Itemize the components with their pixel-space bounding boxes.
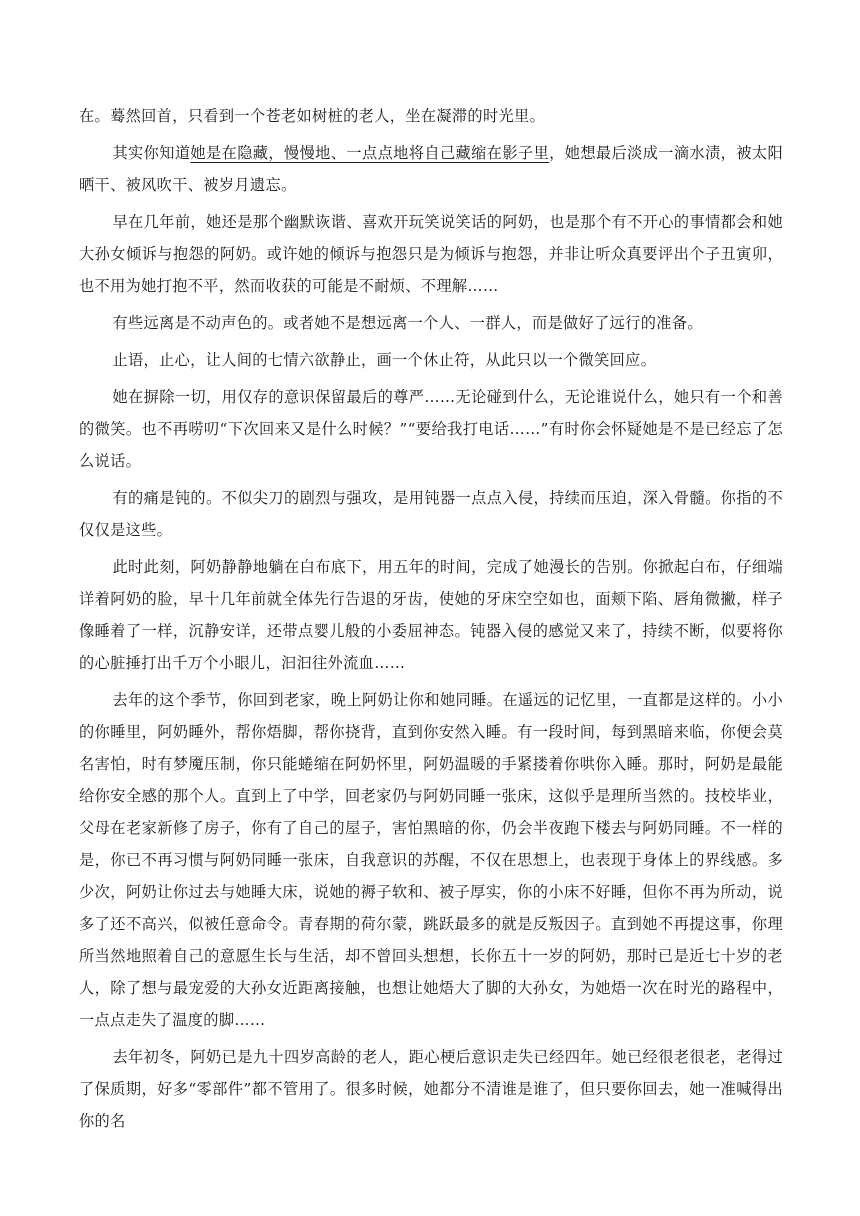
paragraph (79, 307, 783, 339)
text-run: 在。蓦然回首，只看到一个苍老如树桩的老人，坐在凝滞的时光里。 (79, 107, 546, 125)
paragraph (79, 684, 783, 1036)
text-run: 早在几年前，她还是那个幽默诙谐、喜欢开玩笑说笑话的阿奶，也是那个有不开心的事情都会和她大孙女倾诉与抱怨的阿奶。或许她的倾诉与抱怨只是为倾诉与抱怨，并非让听众真要评出个子丑寅卯，也不用为她打抱不平，然而收获的可能是不耐烦、不理解…… (79, 213, 783, 295)
text-run: ，她想最后淡成一滴水渍，被太阳晒干、被风吹干、被岁月遗忘。 (79, 144, 784, 194)
text-run: 其实你知道 (112, 144, 191, 162)
text-run: 去年的这个季节，你回到老家，晚上阿奶让你和她同睡。在遥远的记忆里，一直都是这样的。小小的你睡里，阿奶睡外，帮你焐脚，帮你挠背，直到你安然入睡。有一段时间，每到黑暗来临，你便会莫名害怕，时有梦魇压制，你只能蜷缩在阿奶怀里，阿奶温暖的手紧搂着你哄你入睡。那时，阿奶是最能给你安全感的那个人。直到上了中学，回老家仍与阿奶同睡一张床，这似乎是理所当然的。技校毕业，父母在老家新修了房子，你有了自己的屋子，害怕黑暗的你，仍会半夜跑下楼去与阿奶同睡。不一样的是，你已不再习惯与阿奶同睡一张床，自我意识的苏醒，不仅在思想上，也表现于身体上的界线感。多少次，阿奶让你过去与她睡大床，说她的褥子软和、被子厚实，你的小床不好睡，但你不再为所动，说多了还不高兴，似被任意命令。青春期的荷尔蒙，跳跃最多的就是反叛因子。直到她不再提这事，你理所当然地照着自己的意愿生长与生活，却不曾回头想想，长你五十一岁的阿奶，那时已是近七十岁的老人，除了想与最宠爱的大孙女近距离接触，也想让她焐大了脚的大孙女，为她焐一次在时光的路程中，一点点走失了温度的脚…… (79, 691, 783, 1029)
text-run: 此时此刻，阿奶静静地躺在白布底下，用五年的时间，完成了她漫长的告别。你掀起白布，仔细端详着阿奶的脸，早十几年前就全体先行告退的牙齿，使她的牙床空空如也，面颊下陷、唇角微撇，样子像睡着了一样，沉静安详，还带点婴儿般的小委屈神态。钝器入侵的感觉又来了，持续不断，似要将你的心脏捶打出千万个小眼儿，汩汩往外流血…… (79, 558, 783, 672)
document-page (79, 100, 783, 1137)
paragraph (79, 381, 783, 477)
paragraph (79, 551, 783, 679)
text-run: 有的痛是钝的。不似尖刀的剧烈与强攻，是用钝器一点点入侵，持续而压迫，深入骨髓。你指的不仅仅是这些。 (79, 489, 783, 539)
paragraph (79, 100, 783, 132)
underlined-text: 她是在隐藏，慢慢地、一点点地将自己藏缩在影子里 (190, 144, 550, 162)
paragraph (79, 1041, 783, 1137)
text-run: 她在摒除一切，用仅存的意识保留最后的尊严……无论碰到什么，无论谁说什么，她只有一个和善的微笑。也不再唠叨“下次回来又是什么时候？”“要给我打电话……”有时你会怀疑她是不是已经忘了怎么说话。 (79, 388, 783, 470)
text-run: 去年初冬，阿奶已是九十四岁高龄的老人，距心梗后意识走失已经四年。她已经很老很老，老得过了保质期，好多“零部件”都不管用了。很多时候，她都分不清谁是谁了，但只要你回去，她一准喊得出你的名 (79, 1048, 783, 1130)
paragraph (79, 482, 783, 546)
paragraph (79, 137, 783, 201)
text-run: 有些远离是不动声色的。或者她不是想远离一个人、一群人，而是做好了远行的准备。 (112, 314, 703, 332)
text-run: 止语，止心，让人间的七情六欲静止，画一个休止符，从此只以一个微笑回应。 (112, 351, 657, 369)
paragraph (79, 344, 783, 376)
paragraph (79, 206, 783, 302)
